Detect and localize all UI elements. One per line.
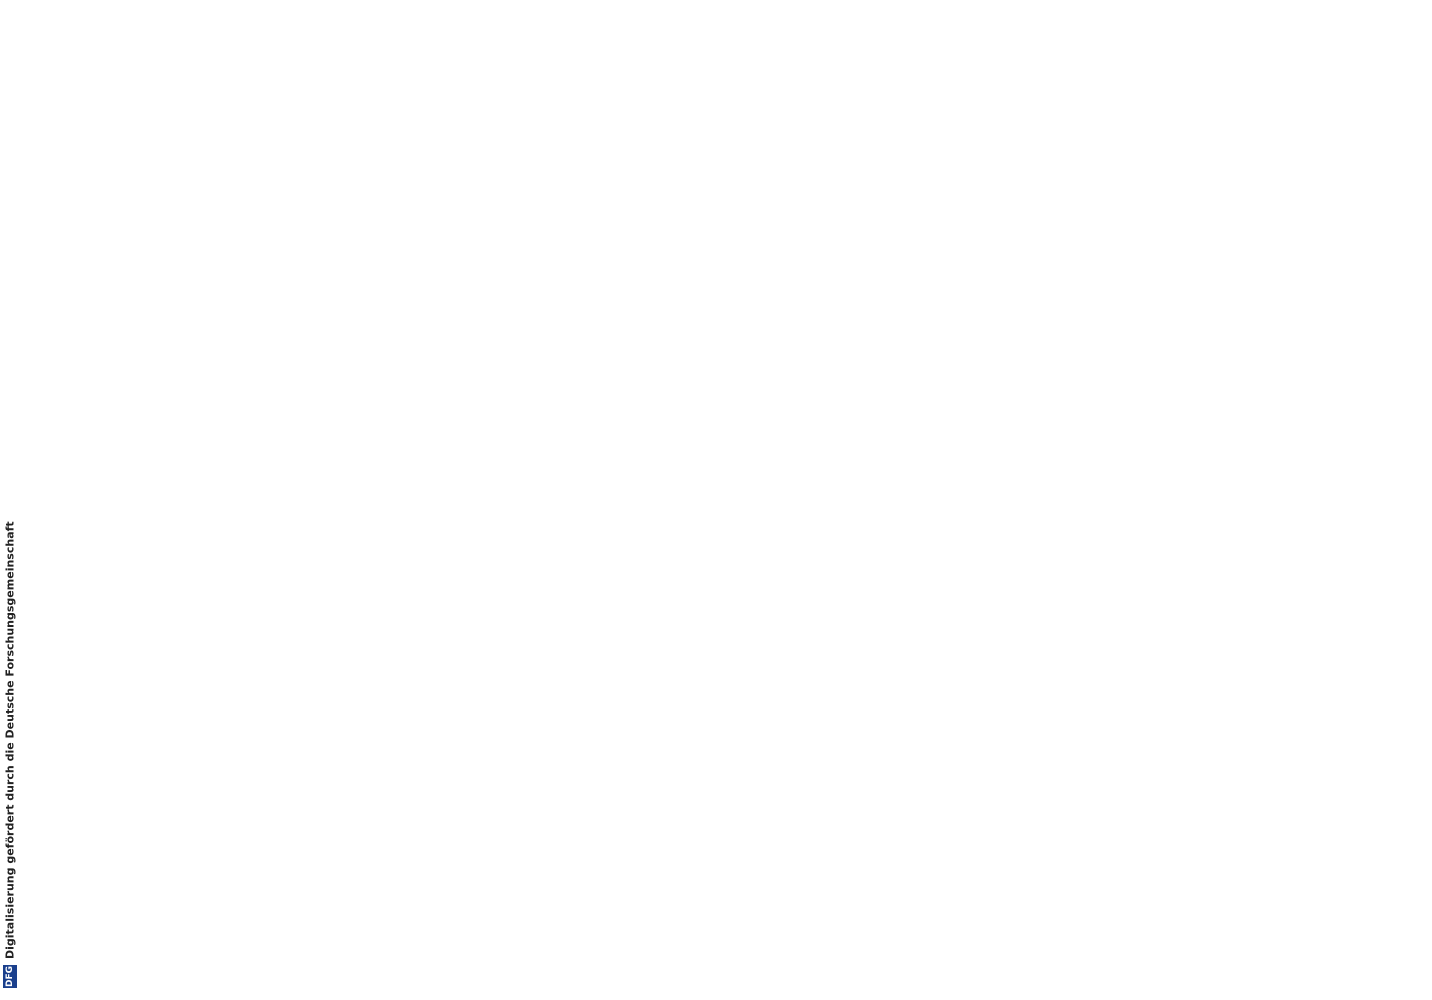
digitization-strip xyxy=(0,0,20,1000)
digitization-note: Digitalisierung gefördert durch die Deutsche Forschungsgemeinschaft xyxy=(3,521,17,959)
dfg-logo: DFG xyxy=(5,965,15,987)
digitization-credit xyxy=(0,2,20,992)
